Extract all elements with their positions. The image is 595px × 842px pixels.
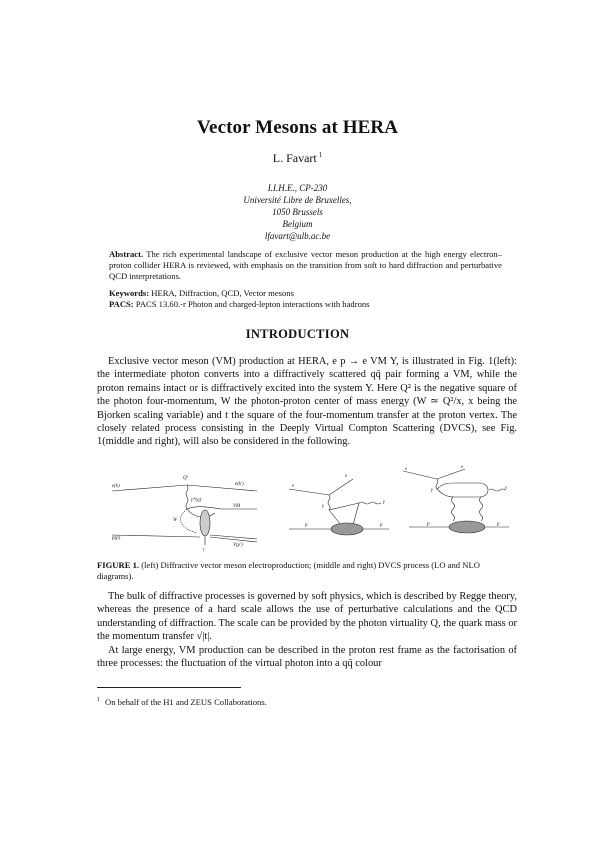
label-gamma: γ*(q) bbox=[191, 498, 202, 503]
paper-title: Vector Mesons at HERA bbox=[196, 117, 399, 138]
label-p-in: p bbox=[427, 522, 430, 527]
footnote-rule bbox=[97, 687, 241, 688]
abstract bbox=[109, 249, 502, 282]
affiliation-block bbox=[0, 182, 595, 242]
label-q2: Q² bbox=[183, 476, 189, 481]
author-footnote-mark: 1 bbox=[318, 151, 323, 159]
label-e-out: e(k') bbox=[235, 482, 244, 487]
label-p-in: p(p) bbox=[112, 536, 121, 541]
keywords-text: HERA, Diffraction, QCD, Vector mesons bbox=[151, 288, 294, 298]
label-w: W bbox=[173, 518, 178, 523]
label-gamma-virtual: γ bbox=[322, 504, 324, 509]
label-p-out: p bbox=[497, 522, 500, 527]
intro-paragraph-1-block bbox=[97, 355, 517, 449]
pacs-label: PACS: bbox=[109, 299, 134, 309]
dvcs-nlo-labels bbox=[405, 465, 508, 527]
label-e-in: e bbox=[292, 484, 295, 489]
body-paragraph: Exclusive vector meson (VM) production at HERA, e p → e VM Y, is illustrated in Fig. 1(left): the intermediate photon converts into a diffractively scattered qq̄ pair forming a VM, while the proton remains intact or is diffractively excited into the system Y. Here Q² is the negative square of the photon four-momentum, W the photon-proton center of mass energy (W ≃ Q²/x, x being the Bjorken scaling variable) and t the square of the four-momentum transfer at the proton vertex. The closely related process consisting in the Deeply Virtual Compton Scattering (DVCS), see Fig. 1(middle and right), will also be considered in the following. bbox=[97, 356, 517, 448]
label-p-out: p bbox=[380, 523, 383, 528]
affiliation-line: I.I.H.E., CP-230 bbox=[267, 183, 328, 193]
affiliation-line: 1050 Brussels bbox=[272, 207, 323, 217]
label-e-out: e bbox=[461, 465, 464, 470]
vm-diagram-labels bbox=[111, 475, 244, 553]
label-e-out: e bbox=[345, 474, 348, 479]
body-paragraph: At large energy, VM production can be described in the proton rest frame as the factorisation of three processes: the fluctuation of the virtual photon into a qq̄ colour bbox=[97, 644, 517, 670]
abstract-text: The rich experimental landscape of exclusive vector meson production at the high energy electron–proton collider HERA is reviewed, with emphasis on the transition from soft to hard diffraction and perturbative QCD interpretations. bbox=[109, 249, 502, 282]
dvcs-lo-labels bbox=[292, 474, 386, 528]
author-name: L. Favart bbox=[272, 151, 317, 165]
author-line bbox=[0, 151, 595, 166]
figure-1-diagrams bbox=[97, 465, 517, 555]
label-t: t bbox=[203, 548, 205, 553]
body-paragraph: The bulk of diffractive processes is governed by soft physics, which is described by Regge theory, whereas the presence of a hard scale allows the use of perturbative calculations and the QCD understanding of diffraction. The scale can be provided by the photon virtuality Q, the quark mass or the momentum transfer √|t|. bbox=[97, 591, 517, 643]
pacs-text: PACS 13.60.-r Photon and charged-lepton interactions with hadrons bbox=[135, 299, 370, 309]
label-gamma-out: γ bbox=[505, 486, 507, 491]
label-e-in: e bbox=[405, 467, 408, 472]
caption-label: FIGURE 1. bbox=[97, 560, 140, 570]
label-gamma-out: γ bbox=[383, 500, 385, 505]
footnote bbox=[97, 697, 517, 707]
figure-caption bbox=[97, 560, 517, 582]
label-vm: VM bbox=[233, 504, 241, 509]
footnote-text: On behalf of the H1 and ZEUS Collaborations. bbox=[105, 697, 267, 707]
dvcs-nlo-diagram bbox=[403, 469, 509, 533]
affiliation-line: Belgium bbox=[282, 219, 313, 229]
section-heading: INTRODUCTION bbox=[245, 327, 350, 341]
affiliation-line: Université Libre de Bruxelles, bbox=[243, 195, 352, 205]
label-p-in: p bbox=[305, 523, 308, 528]
dvcs-lo-diagram bbox=[289, 479, 389, 535]
keywords-line bbox=[109, 288, 502, 299]
footnote-mark: 1 bbox=[97, 697, 100, 703]
pacs-line bbox=[109, 299, 502, 310]
label-e-in: e(k) bbox=[112, 484, 120, 489]
intro-paragraphs-2-3-block bbox=[97, 590, 517, 670]
author-email: lfavart@ulb.ac.be bbox=[264, 231, 331, 241]
keywords-label: Keywords: bbox=[109, 288, 150, 298]
label-y: Y(p') bbox=[233, 543, 243, 548]
caption-text: (left) Diffractive vector meson electroproduction; (middle and right) DVCS process (LO and NLO diagrams). bbox=[97, 560, 480, 581]
vm-production-diagram bbox=[112, 485, 257, 545]
label-gamma-virtual: γ bbox=[431, 488, 433, 493]
abstract-label: Abstract. bbox=[109, 249, 144, 259]
